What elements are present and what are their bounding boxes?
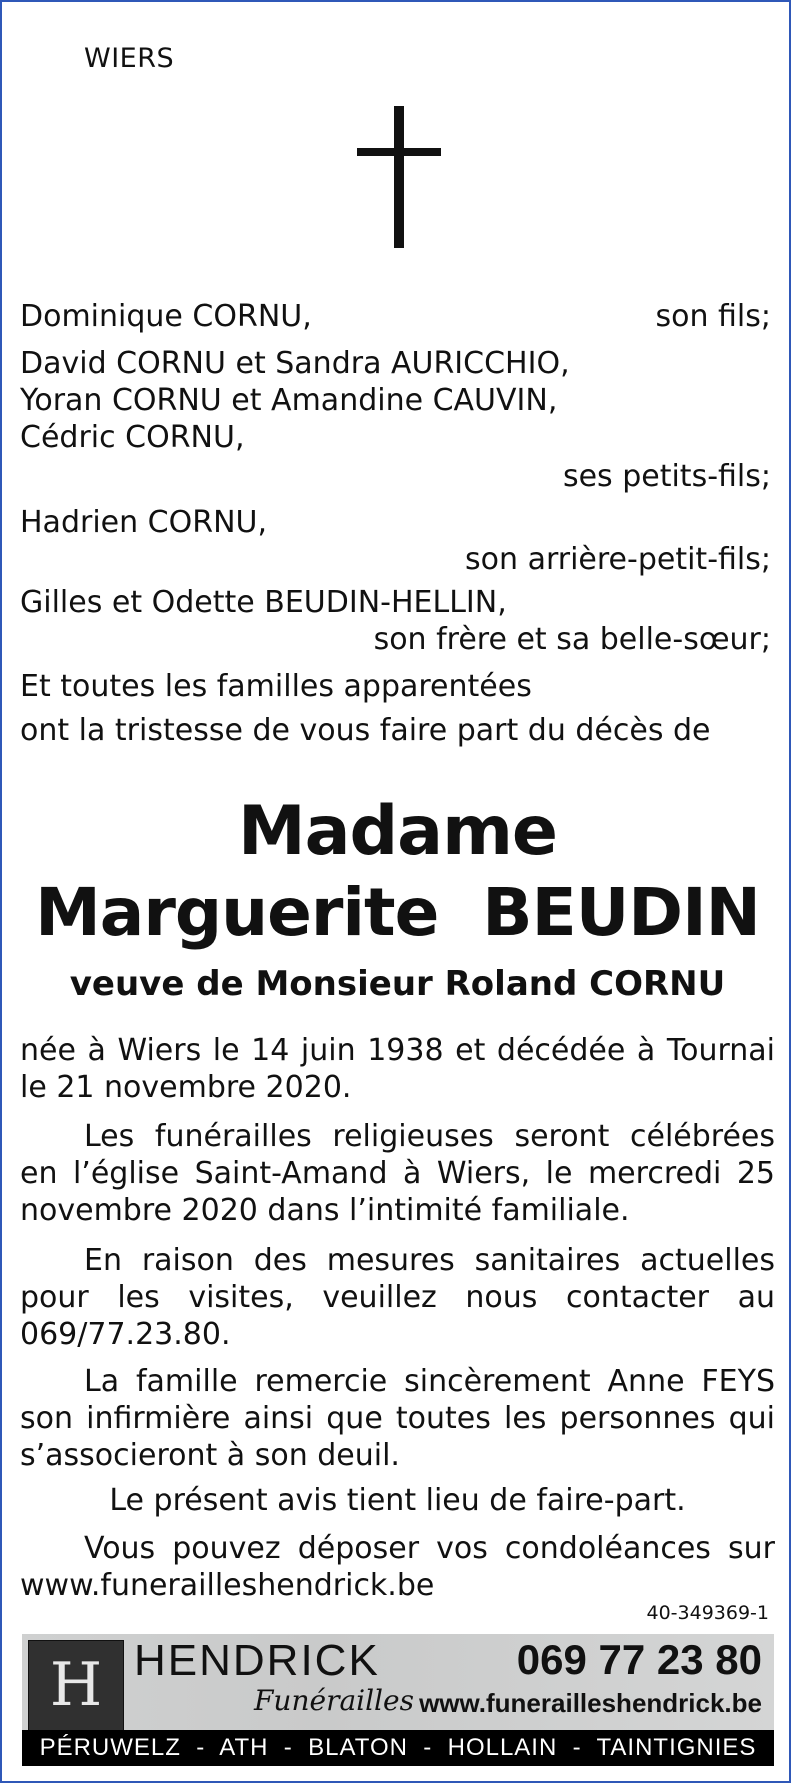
logo-letter: H bbox=[49, 1650, 103, 1720]
locations-bar: PÉRUWELZ - ATH - BLATON - HOLLAIN - TAINTIGNIES bbox=[22, 1730, 774, 1766]
visits-paragraph: En raison des mesures sanitaires actuelles pour les visites, veuillez nous contacter au 069/77.23.80. bbox=[20, 1243, 775, 1352]
birth-death-paragraph: née à Wiers le 14 juin 1938 et décédée à Tournai le 21 novembre 2020. bbox=[20, 1033, 775, 1105]
cross-icon bbox=[357, 106, 441, 248]
funeral-home-logo bbox=[28, 1640, 124, 1734]
reference-number: 40-349369-1 bbox=[646, 1602, 769, 1624]
family-line-3: Yoran CORNU et Amandine CAUVIN, bbox=[20, 383, 558, 418]
family-relation-2: ses petits-fils; bbox=[562, 459, 771, 494]
family-line-7: Et toutes les familles apparentées bbox=[20, 669, 532, 704]
funeral-paragraph: Les funérailles religieuses seront célébrées en l’église Saint-Amand à Wiers, le mercredi 25 novembre 2020 dans l’intimité familiale. bbox=[20, 1119, 775, 1228]
funeral-home-website[interactable]: www.funerailleshendrick.be bbox=[419, 1688, 762, 1718]
family-line-1: Dominique CORNU, bbox=[20, 299, 312, 334]
family-relation-4: son frère et sa belle-sœur; bbox=[373, 622, 771, 657]
deceased-title: Madame bbox=[237, 792, 558, 871]
thanks-paragraph: La famille remercie sincèrement Anne FEYS son infirmière ainsi que toutes les personnes qui s’associeront à son deuil. bbox=[20, 1364, 775, 1473]
family-relation-3: son arrière-petit-fils; bbox=[465, 542, 771, 577]
family-line-2: David CORNU et Sandra AURICCHIO, bbox=[20, 346, 570, 381]
family-line-6: Gilles et Odette BEUDIN-HELLIN, bbox=[20, 585, 507, 620]
deceased-subtitle: veuve de Monsieur Roland CORNU bbox=[69, 964, 726, 1004]
family-relation-1: son fils; bbox=[655, 299, 771, 334]
family-line-4: Cédric CORNU, bbox=[20, 420, 245, 455]
condolences-paragraph: Vous pouvez déposer vos condoléances sur www.funerailleshendrick.be bbox=[20, 1531, 775, 1603]
family-line-8: ont la tristesse de vous faire part du décès de bbox=[20, 713, 711, 748]
funeral-home-name: HENDRICK bbox=[134, 1636, 380, 1685]
funeral-home-banner bbox=[22, 1634, 774, 1730]
notice-paragraph: Le présent avis tient lieu de faire-part. bbox=[109, 1483, 686, 1518]
funeral-home-phone: 069 77 23 80 bbox=[516, 1636, 762, 1683]
town-label: WIERS bbox=[84, 43, 175, 74]
funeral-home-subtitle: Funérailles bbox=[254, 1684, 414, 1717]
deceased-name: Marguerite BEUDIN bbox=[35, 874, 760, 951]
family-line-5: Hadrien CORNU, bbox=[20, 505, 268, 540]
